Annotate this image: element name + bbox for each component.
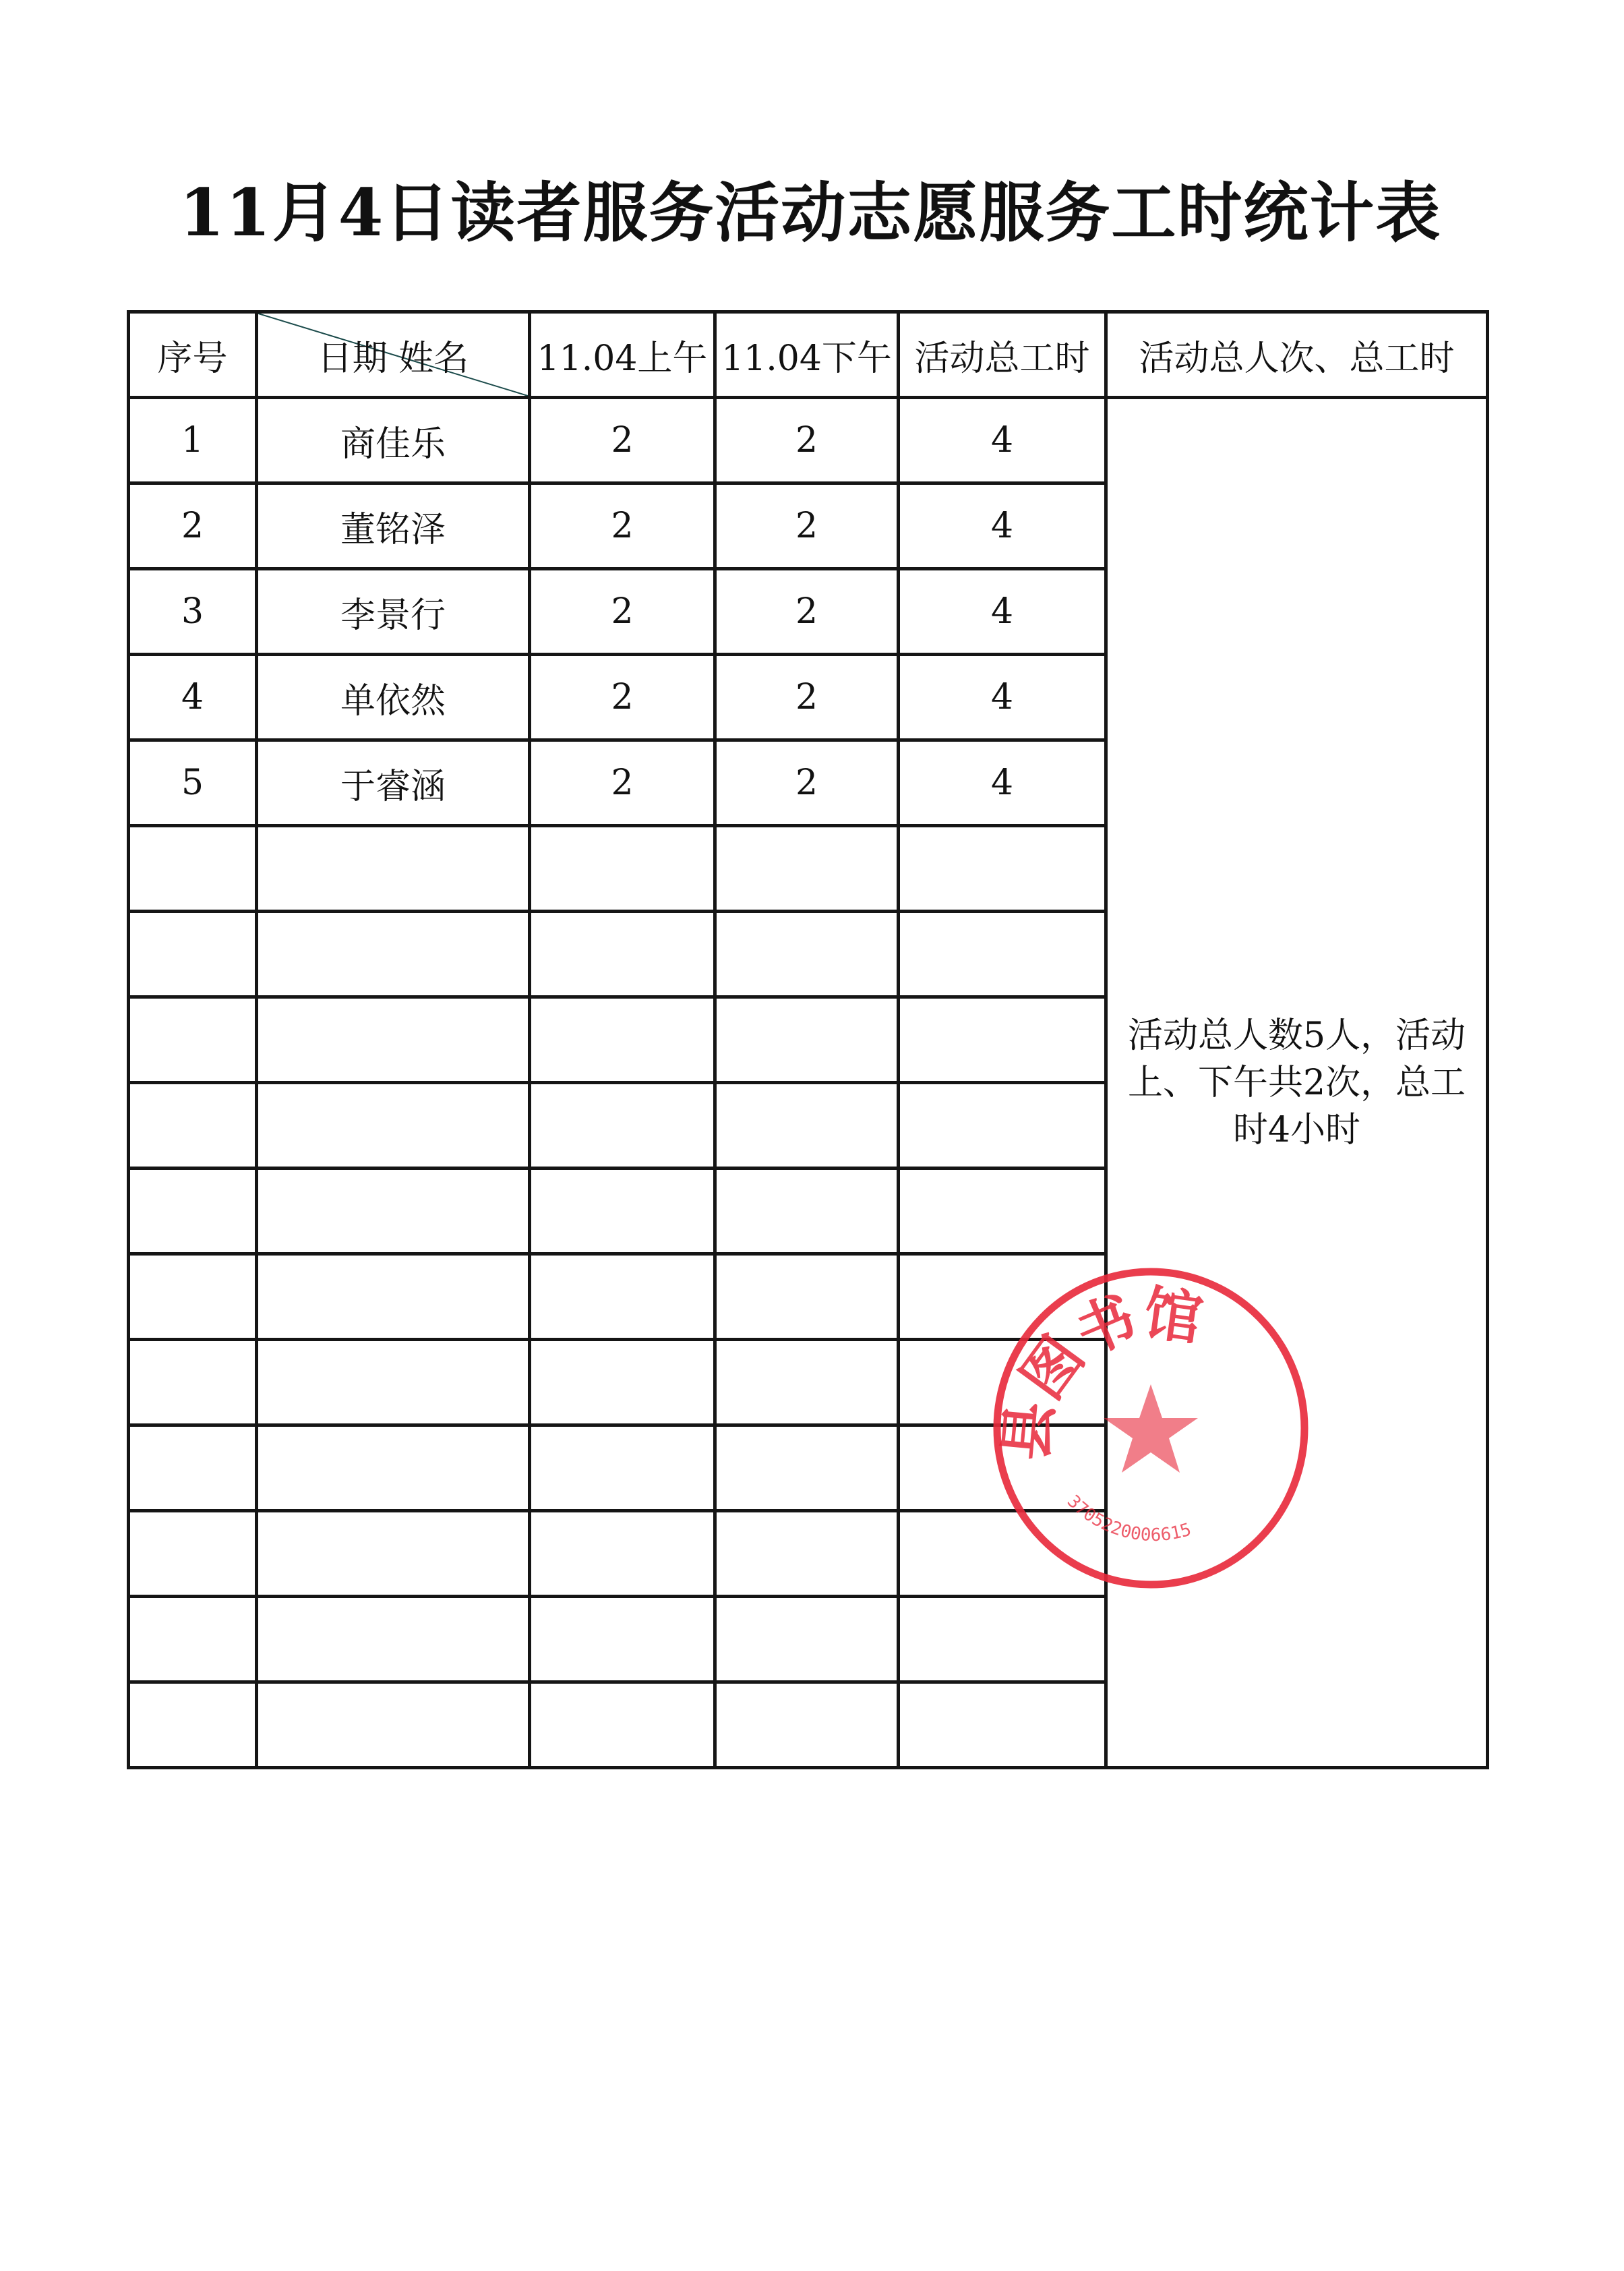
cell-seq: 4	[129, 655, 257, 740]
cell-afternoon: 2	[715, 740, 899, 826]
hours-table	[127, 310, 1489, 1769]
cell-name: 李景行	[257, 569, 530, 655]
table-row	[129, 398, 1488, 483]
cell-name: 单依然	[257, 655, 530, 740]
cell-seq: 2	[129, 483, 257, 569]
cell-name: 于睿涵	[257, 740, 530, 826]
header-seq: 序号	[129, 312, 257, 398]
header-morning: 11.04上午	[530, 312, 715, 398]
page-title: 11月4日读者服务活动志愿服务工时统计表	[179, 175, 1442, 251]
cell-seq: 5	[129, 740, 257, 826]
seal-text: 县图书馆	[992, 1278, 1207, 1463]
cell-seq: 3	[129, 569, 257, 655]
cell-name: 董铭泽	[257, 483, 530, 569]
seal-number: 3705220006615	[1062, 1491, 1194, 1546]
cell-afternoon: 2	[715, 398, 899, 483]
cell-morning: 2	[530, 569, 715, 655]
summary-cell: 活动总人数5人，活动上、下午共2次，总工时4小时	[1106, 398, 1488, 1768]
header-total-hours: 活动总工时	[899, 312, 1106, 398]
cell-afternoon: 2	[715, 569, 899, 655]
cell-seq: 1	[129, 398, 257, 483]
header-afternoon: 11.04下午	[715, 312, 899, 398]
cell-morning: 2	[530, 655, 715, 740]
header-summary: 活动总人次、总工时	[1106, 312, 1488, 398]
cell-afternoon: 2	[715, 483, 899, 569]
header-date-name	[257, 312, 530, 398]
cell-name: 商佳乐	[257, 398, 530, 483]
cell-total: 4	[899, 655, 1106, 740]
table-header-row	[129, 312, 1488, 398]
header-date-name-label: 日期 姓名	[317, 338, 469, 379]
cell-total: 4	[899, 483, 1106, 569]
cell-total: 4	[899, 569, 1106, 655]
cell-morning: 2	[530, 740, 715, 826]
cell-afternoon: 2	[715, 655, 899, 740]
cell-total: 4	[899, 740, 1106, 826]
cell-morning: 2	[530, 398, 715, 483]
hours-table-sheet	[127, 310, 1486, 1734]
cell-total: 4	[899, 398, 1106, 483]
cell-morning: 2	[530, 483, 715, 569]
